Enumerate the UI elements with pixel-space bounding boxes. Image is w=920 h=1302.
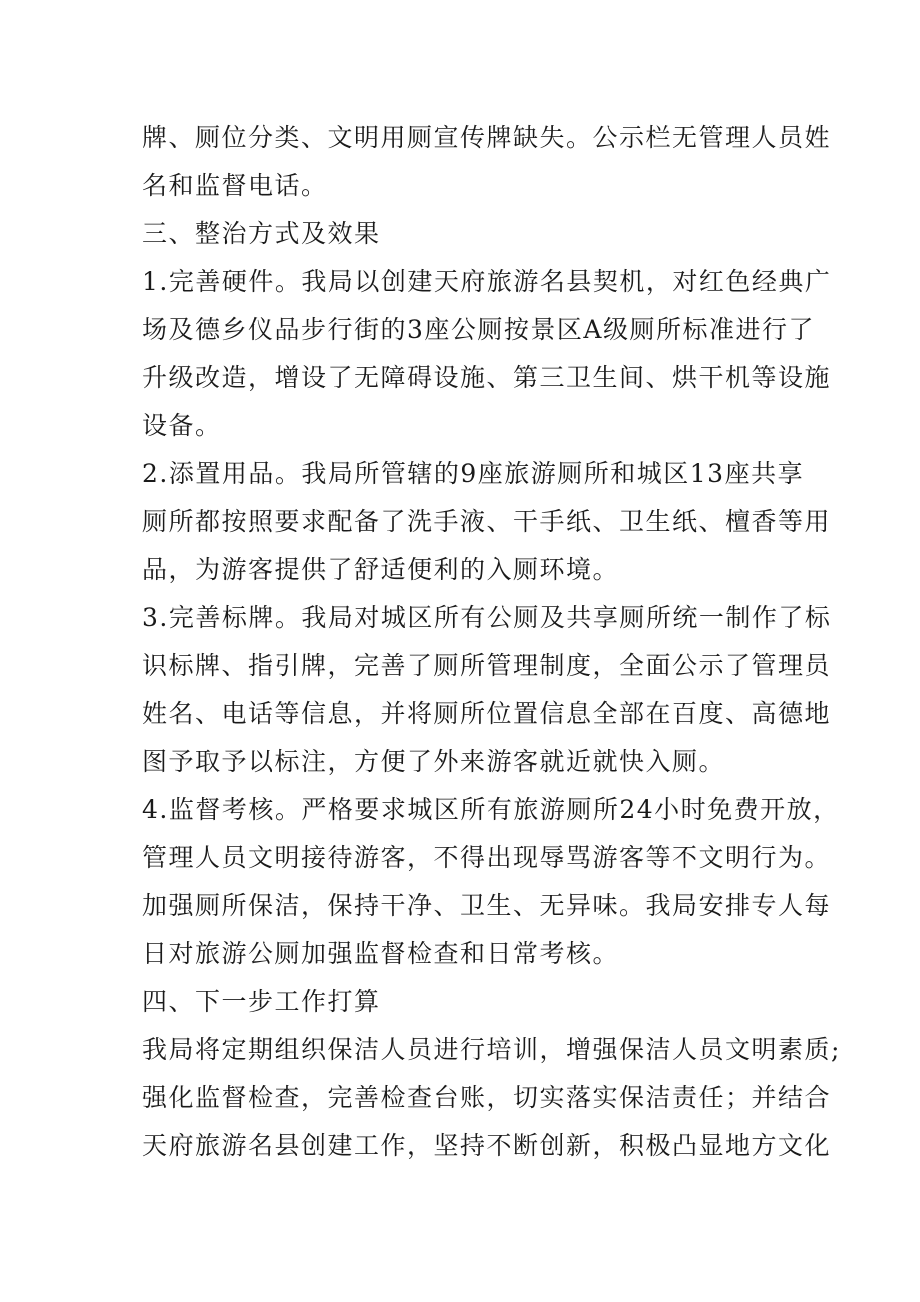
document-body (142, 114, 841, 1170)
text-line: 厕所都按照要求配备了洗手液、干手纸、卫生纸、檀香等用 (142, 507, 832, 536)
text-line: 名和监督电话。 (142, 171, 328, 200)
text-line: 日对旅游公厕加强监督检查和日常考核。 (142, 939, 620, 968)
text-line: 1.完善硬件。我局以创建天府旅游名县契机，对红色经典广 (142, 267, 832, 296)
text-line: 设备。 (142, 411, 222, 440)
text-line: 牌、厕位分类、文明用厕宣传牌缺失。公示栏无管理人员姓 (142, 123, 832, 152)
text-line: 升级改造，增设了无障碍设施、第三卫生间、烘干机等设施 (142, 363, 832, 392)
text-line: 我局将定期组织保洁人员进行培训，增强保洁人员文明素质; (142, 1035, 841, 1064)
section-heading: 三、整治方式及效果 (142, 219, 381, 248)
text-line: 2.添置用品。我局所管辖的9座旅游厕所和城区13座共享 (142, 459, 805, 488)
text-line: 场及德乡仪品步行街的3座公厕按景区A级厕所标准进行了 (142, 315, 815, 344)
section-heading: 四、下一步工作打算 (142, 987, 381, 1016)
text-line: 3.完善标牌。我局对城区所有公厕及共享厕所统一制作了标 (142, 603, 832, 632)
text-line: 天府旅游名县创建工作，坚持不断创新，积极凸显地方文化 (142, 1131, 832, 1160)
text-line: 强化监督检查，完善检查台账，切实落实保洁责任；并结合 (142, 1083, 832, 1112)
text-line: 图予取予以标注，方便了外来游客就近就快入厕。 (142, 747, 726, 776)
text-line: 管理人员文明接待游客，不得出现辱骂游客等不文明行为。 (142, 843, 832, 872)
text-line: 加强厕所保洁，保持干净、卫生、无异味。我局安排专人每 (142, 891, 832, 920)
text-line: 品，为游客提供了舒适便利的入厕环境。 (142, 555, 620, 584)
text-line: 识标牌、指引牌，完善了厕所管理制度，全面公示了管理员 (142, 651, 832, 680)
text-line: 姓名、电话等信息，并将厕所位置信息全部在百度、高德地 (142, 699, 832, 728)
text-line: 4.监督考核。严格要求城区所有旅游厕所24小时免费开放， (142, 795, 840, 824)
